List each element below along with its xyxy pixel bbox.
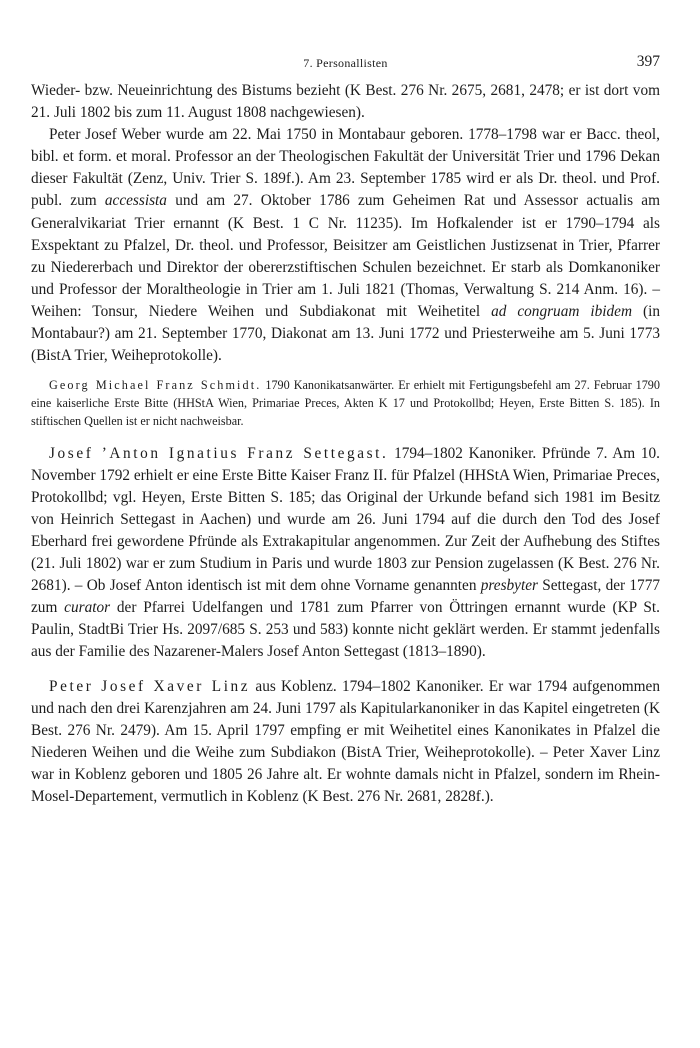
text-run: und am 27. Oktober 1786 zum Geheimen Rat und Assessor actualis am Generalvikariat Trier ernannt (K Best. 1 C Nr. 11235). Im Hofkalender ist er 1790–1794 als Exspektant zu Pfalzel, Dr. theol. und Professor, Beisitzer am Geistlichen Justizsenat in Trier, Pfarrer zu Niedererbach und Direktor der obererzstiftischen Schulen bezeichnet. Er starb als Domkanoniker und Professor der Moraltheologie in Trier am 1. Juli 1821 (Thomas, Verwaltung S. 214 Anm. 16). – Weihen: Tonsur, Niedere Weihen und Subdiakonat mit Weihetitel xyxy=(31,192,660,320)
italic-term: curator xyxy=(64,599,111,617)
paragraph-weber xyxy=(31,124,660,367)
text-run: Peter Josef Weber wurde am 22. Mai 1750 in Montabaur geboren. 1778–1798 war er Bacc. theol, bibl. et form. et moral. Professor an der Theologischen Fakultät der Universität Trier und 1796 Dekan dieser Fakultät (Zenz, Univ. Trier S. 189f.). Am 23. September 1785 wird er als Dr. theol. und Prof. publ. zum xyxy=(31,126,660,210)
page-header xyxy=(31,50,660,80)
page-body xyxy=(31,80,660,808)
paragraph-text: Wieder- bzw. Neueinrichtung des Bistums bezieht (K Best. 276 Nr. 2675, 2681, 2478; er ist dort vom 21. Juli 1802 bis zum 11. August 1808 nachgewiesen). xyxy=(31,82,660,122)
entry-linz xyxy=(31,676,660,809)
italic-term: accessista xyxy=(104,192,167,210)
entry-settegast xyxy=(31,443,660,664)
italic-term: ad congruam ibidem xyxy=(491,302,633,320)
running-title: 7. Personallisten xyxy=(303,56,388,70)
italic-term: presbyter xyxy=(480,577,538,595)
book-page xyxy=(31,0,660,808)
page-number: 397 xyxy=(636,53,660,70)
text-run: 1794–1802 Kanoniker. Pfründe 7. Am 10. November 1792 erhielt er eine Erste Bitte Kaiser Franz II. für Pfalzel (HHStA Wien, Primariae Preces, Protokollbd; vgl. Heyen, Erste Bitten S. 185; das Original der Urkunde befand sich 1981 im Besitz von Heinrich Settegast in Aachen) und wurde am 26. Juni 1794 auf die durch den Tod des Josef Eberhard frei gewordene Pfründe als Extrakapitular angenommen. Zur Zeit der Aufhebung des Stiftes (21. Juli 1802) war er zum Studium in Paris und wurde 1803 zur Pension zugelassen (K Best. 276 Nr. 2681). – Ob Josef Anton identisch ist mit dem ohne Vorname genannten xyxy=(31,444,660,595)
text-run: (in Montabaur?) am 21. September 1770, Diakonat am 13. Juni 1772 und Priesterweihe am 5. Juni 1773 (BistA Trier, Weiheprotokolle). xyxy=(31,302,660,365)
entry-schmidt xyxy=(31,377,660,430)
entry-name: Georg Michael Franz Schmidt. xyxy=(49,378,262,393)
text-run: Settegast, der 1777 zum xyxy=(31,577,660,617)
paragraph-continuation xyxy=(31,80,660,124)
text-run: der Pfarrei Udelfangen und 1781 zum Pfarrer von Öttringen ernannt wurde (KP St. Paulin, StadtBi Trier Hs. 2097/685 S. 253 und 583) konnte nicht geklärt werden. Er stammt jedenfalls aus der Familie des Nazarener-Malers Josef Anton Settegast (1813–1890). xyxy=(31,599,660,661)
text-run: aus Koblenz. 1794–1802 Kanoniker. Er war 1794 aufgenommen und nach den drei Karenzjahren am 24. Juni 1797 als Kapitularkanoniker in das Kapitel eingetreten (K Best. 276 Nr. 2479). Am 15. April 1797 empfing er mit Weihetitel eines Kanonikates in Pfalzel die Niederen Weihen und die Weihe zum Subdiakon (BistA Trier, Weiheprotokolle). – Peter Xaver Linz war in Koblenz geboren und 1805 26 Jahre alt. Er wohnte damals nicht in Pfalzel, sondern im Rhein-Mosel-Departement, vermutlich in Koblenz (K Best. 276 Nr. 2681, 2828f.). xyxy=(31,677,660,806)
entry-name: Josef ’Anton Ignatius Franz Settegast. xyxy=(49,444,389,462)
entry-name: Peter Josef Xaver Linz xyxy=(49,677,251,695)
text-run: 1790 Kanonikatsanwärter. Er erhielt mit Fertigungsbefehl am 27. Februar 1790 eine kaiserliche Erste Bitte (HHStA Wien, Primariae Preces, Akten K 17 und Protokollbd; Heyen, Erste Bitten S. 185). In stiftischen Quellen ist er nicht nachweisbar. xyxy=(31,378,660,428)
